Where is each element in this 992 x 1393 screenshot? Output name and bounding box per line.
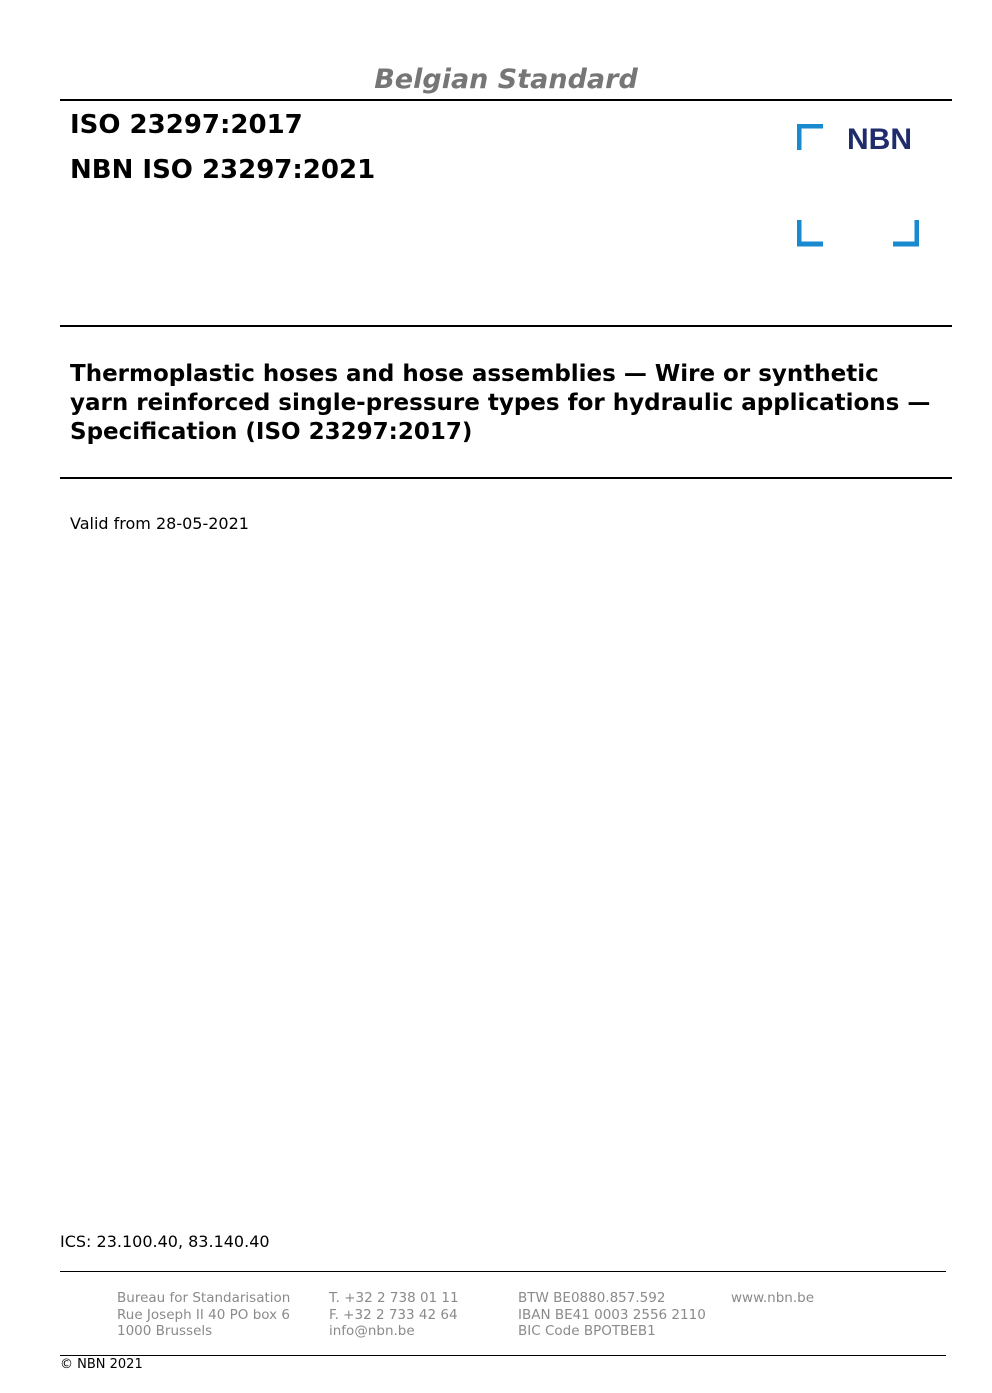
copyright: © NBN 2021	[60, 1357, 143, 1372]
footer-bottom-rule	[60, 1355, 946, 1356]
footer-line: 1000 Brussels	[117, 1323, 213, 1339]
footer-phone: T. +32 2 738 01 11	[329, 1290, 459, 1306]
top-rule	[60, 99, 952, 101]
footer-line: Rue Joseph II 40 PO box 6	[117, 1306, 290, 1323]
title-top-rule	[60, 325, 952, 327]
logo-text: NBN	[847, 124, 912, 156]
footer-line: BTW BE0880.857.592	[518, 1290, 666, 1306]
footer-web-link[interactable]: www.nbn.be	[731, 1290, 815, 1306]
footer-address	[117, 1290, 290, 1340]
footer-bank	[518, 1290, 706, 1340]
title-line: Thermoplastic hoses and hose assemblies — Wire or synthetic	[70, 361, 879, 387]
title-line: Specification (ISO 23297:2017)	[70, 419, 473, 445]
title-bottom-rule	[60, 477, 952, 479]
logo-bracket-bottom-right	[893, 220, 917, 244]
footer-line: Bureau for Standarisation	[117, 1290, 291, 1306]
footer-fax: F. +32 2 733 42 64	[329, 1306, 458, 1323]
logo-bracket-bottom-left	[799, 220, 823, 244]
nbn-code: NBN ISO 23297:2021	[70, 155, 376, 185]
validity-date: Valid from 28-05-2021	[70, 514, 249, 533]
footer-email-link[interactable]: info@nbn.be	[329, 1323, 415, 1339]
footer-line: IBAN BE41 0003 2556 2110	[518, 1306, 706, 1323]
ics-codes: ICS: 23.100.40, 83.140.40	[60, 1232, 270, 1251]
footer-contact	[329, 1290, 459, 1340]
nbn-logo	[797, 124, 919, 248]
footer-top-rule	[60, 1271, 946, 1272]
iso-code: ISO 23297:2017	[70, 110, 303, 140]
logo-bracket-top-left	[799, 126, 823, 150]
document-title	[70, 360, 950, 447]
title-line: yarn reinforced single-pressure types for hydraulic applications —	[70, 390, 931, 416]
footer-line: BIC Code BPOTBEB1	[518, 1323, 656, 1339]
header-label: Belgian Standard	[374, 64, 638, 95]
